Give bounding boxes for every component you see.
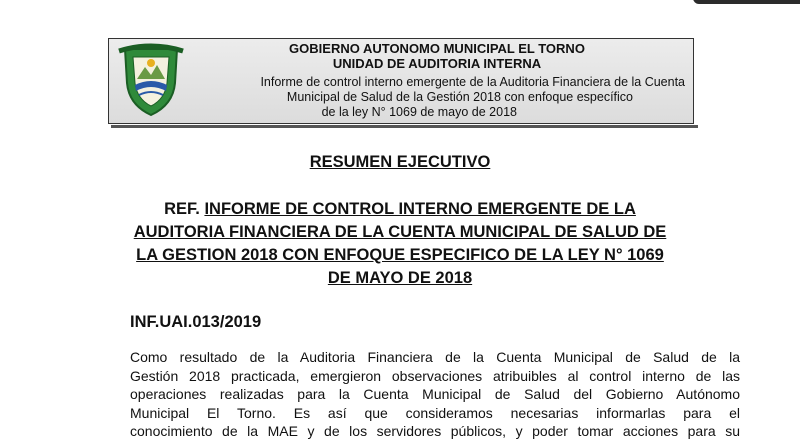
reference-block: [120, 198, 680, 290]
unit-name: UNIDAD DE AUDITORIA INTERNA: [332, 56, 542, 71]
reference-line: DE MAYO DE 2018: [327, 269, 473, 287]
body-line: conocimiento de la MAE y de los servidores públicos, y poder tomar acciones para su: [130, 423, 740, 439]
header-description-line: Municipal de Salud de la Gestión 2018 con enfoque específico: [286, 90, 633, 104]
header-description: [185, 75, 685, 120]
section-title: RESUMEN EJECUTIVO: [309, 153, 491, 171]
report-code: INF.UAI.013/2019: [130, 313, 262, 331]
document-header: [108, 38, 694, 124]
header-description-line: Informe de control interno emergente de la Auditoria Financiera de la Cuenta: [260, 75, 685, 89]
organization-name: GOBIERNO AUTONOMO MUNICIPAL EL TORNO: [289, 41, 585, 56]
body-line: operaciones realizadas para la Cuenta Municipal de Salud del Gobierno Autónomo: [130, 386, 740, 402]
reference-prefix: REF.: [164, 200, 200, 218]
reference-line: INFORME DE CONTROL INTERNO EMERGENTE DE LA: [204, 200, 636, 218]
reference-line: LA GESTION 2018 CON ENFOQUE ESPECIFICO DE LA LEY N° 1069: [136, 246, 664, 264]
window-corner-tab: [693, 0, 800, 4]
body-line: Municipal El Torno. Es así que consideramos necesarias informarlas para el: [130, 404, 740, 421]
header-description-line: de la ley N° 1069 de mayo de 2018: [321, 105, 517, 119]
reference-line: AUDITORIA FINANCIERA DE LA CUENTA MUNICIPAL DE SALUD DE: [133, 223, 667, 241]
body-line: Como resultado de la Auditoria Financiera de la Cuenta Municipal de Salud de la: [130, 349, 740, 365]
body-paragraph: [130, 348, 740, 441]
municipal-seal-icon: [115, 43, 187, 119]
body-line: Gestión 2018 practicada, emergieron observaciones atribuibles al control interno de las: [130, 367, 740, 384]
